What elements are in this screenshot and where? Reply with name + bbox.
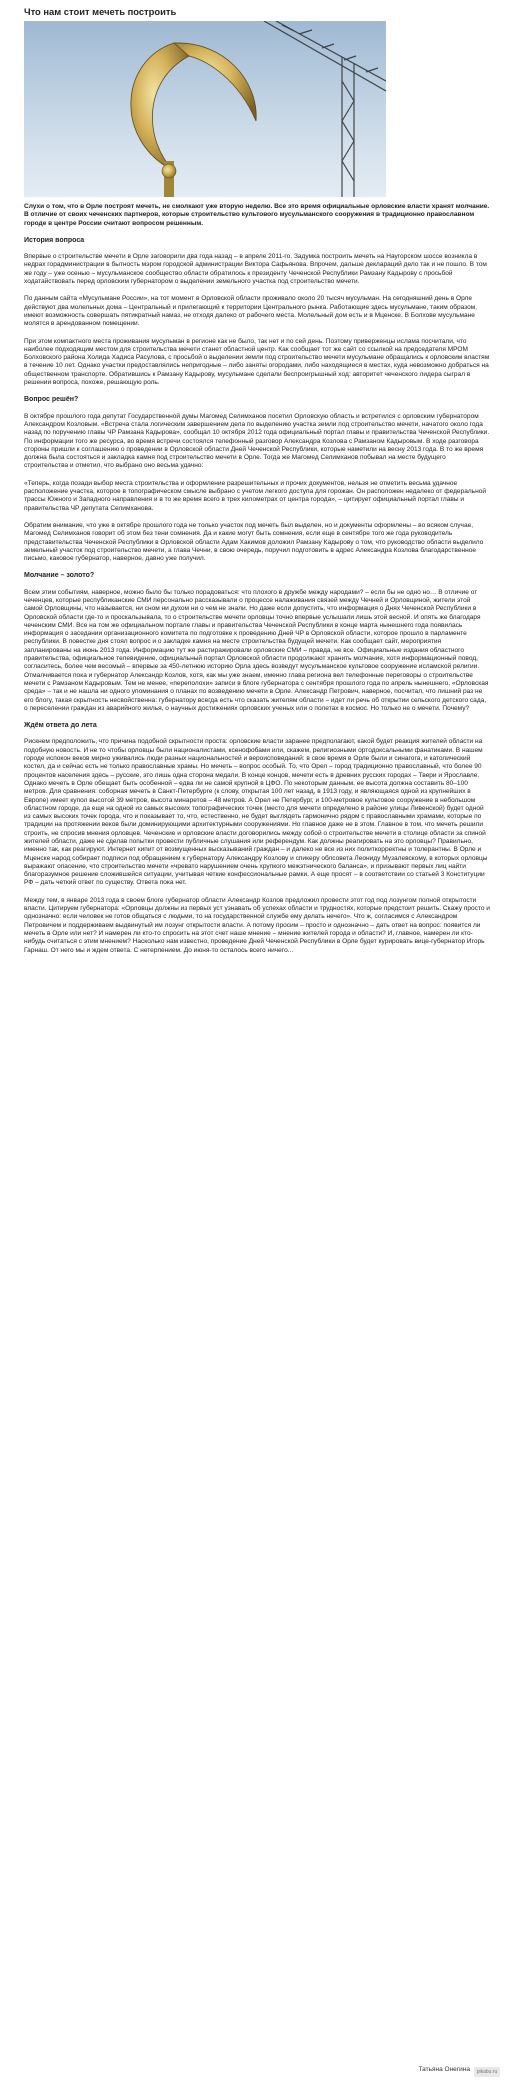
article-title: Что нам стоит мечеть построить <box>24 6 177 17</box>
section-heading: Вопрос решён? <box>24 396 79 404</box>
paragraph: По данным сайта «Мусульмане России», на тот момент в Орловской области проживало около 20 тысяч мусульман. На сегодняшний день в Орле действуют два молельных дома – Центральный и прилегающий к территории Центрального рынка. Работающие здесь мусульмане, таким образом, имеют возможность совершать пятикратный намаз, не отходя далеко от рабочего места. Молельный дом есть и в Мценске. В Болхове мусульмане молятся в арендованном помещении. <box>24 295 478 328</box>
section-heading: Молчание – золото? <box>24 572 95 580</box>
article-body <box>24 203 490 955</box>
article-lead: Слухи о том, что в Орле построят мечеть, не смолкают уже вторую неделю. Все это время официальные орловские власти хранят молчание. В отличие от своих чеченских партнеров, которые строительство культового мусульманского сооружения в традиционно православном городе в центре России считают вопросом решенным. <box>24 203 490 227</box>
quote-paragraph: «Теперь, когда позади выбор места строительства и оформление разрешительных и прочих документов, нельзя не отметить весьма удачное расположение участка, которое в топографическом смысле выбрано с учетом легкого доступа для горожан. Он расположен недалеко от федеральной трассы Южного и Западного направления и в то же время всего в трех километрах от центра города», – цитирует официальный портал главы и правительства ЧР депутата Селимханова. <box>24 479 486 512</box>
paragraph: В октябре прошлого года депутат Государственной думы Магомед Селимханов посетил Орловскую область и встретился с орловским губернатором Александром Козловым. «Встреча стала логическим завершением дела по выделению участка земли под строительство мечети, начатого около года назад по поручению главы ЧР Рамзана Кадырова», сообщал 10 октября 2012 года официальный портал главы и правительства Чеченской Республики. По информации того же ресурса, во время встречи состоялся телефонный разговор Александра Козлова с Рамзаном Кадыровым. В ходе разговора стороны пришли к соглашению о проведении в Орловской области Дней Чеченской Республики, которые наметили на весну 2013 года. В то же время должна была состояться и закладка камня под строительство мечети в Орле. Тогда же Магомед Селимханов побывал на месте будущего строительства и отметил, что выбрано оно весьма удачно: <box>24 412 490 470</box>
mosque-crescent-illustration <box>24 21 386 197</box>
paragraph: Рискнем предположить, что причина подобной скрытности проста: орловские власти заранее предполагают, какой будет реакция жителей области на подобную новость. И не то чтобы орловцы были националистами, ксенофобами или, скажем, религиозными ортодоксальными фанатиками. В нашем городе испокон веков мирно уживались люди разных национальностей и вероисповеданий: в свое время в Орле были и синагога, и католический костел, да и сейчас есть не только православные храмы. Но мечеть – вопрос особый. То, что Орел – город традиционно православный, что более 90 процентов населения здесь – русские, это лишь одна сторона медали. В конце концов, мечети есть в древних русских городах – Твери и Ярославле. Однако мечеть в Орле обещает быть особенной – едва ли не самой крупной в ЦФО. По некоторым данным, ее высота должна составить 80–100 метров. Для сравнения: соборная мечеть в Санкт-Петербурге (к слову, открытая 100 лет назад, в 1913 году, и являющаяся одной из крупнейших в Европе) имеет купол высотой 39 метров, высота минаретов – 48 метров. А Орел не Петербург, и 100-метровое культовое сооружение в небольшом областном городе, да еще на одной из самых высоких топографических точек (место для мечети определено в районе улицы Ливенской) будет одной из самых высоких точек города, что и показывает то, что, естественно, не будет выглядеть гармонично рядом с православными храмами, которые по традиции на протяжении веков были доминирующими архитектурными сооружениями. Но главное даже не в этом. Главное в том, что мечеть решили строить, не спросив мнения орловцев. Чеченские и орловские власти договорились между собой о строительстве мечети в столице области за спиной жителей области, даже не сделав попытки провести публичные слушания или референдум. Как должны реагировать на это орловцы? Правильно, именно так, как реагируют. Интернет кипит от возмущенных высказываний граждан – и далеко не все из них политкорректны и толерантны. В Орле и Мценске народ собирает подписи под обращением к губернатору Александру Козлову и спикеру облсовета Леониду Музалевскому, в которых орловцы выражают опасение, что строительство мечети «чревато нарушением очень хрупкого межэтнического баланса», и призывают первых лиц найти благоразумное решение сложившейся ситуации, учитывая четкие конфессиональные рамки. А еще просят – в соответствии со статьей 3 Конституции РФ – дать четкий ответ по существу. Ответа пока нет. <box>24 738 488 887</box>
paragraph: При этом компактного места проживания мусульман в регионе как не было, так нет и по сей день. Поэтому приверженцы ислама посчитали, что наиболее подходящим местом для строительства мечети станет областной центр. Как сообщает тот же сайт со ссылкой на председателя МРОМ Болховского района Холида Хадиса Расулова, с просьбой о выделении земли под строительство мечети мусульмане обращались к орловским властям в течение 10 лет. Однако участки предоставлялись непригодные – либо заняты огородами, либо находящиеся в местах, куда невозможно добраться на общественном транспорте. Обратившись к Рамзану Кадырову, мусульмане сделали беспроигрышный ход: авторитет чеченского лидера сыграл в решении вопроса, похоже, решающую роль. <box>24 337 490 387</box>
section-heading: История вопроса <box>24 236 85 244</box>
watermark: pikabu.ru <box>474 2067 500 2077</box>
paragraph: Впервые о строительстве мечети в Орле заговорили два года назад – в апреле 2011-го. Задумка построить мечеть на Наугорском шоссе возникла в недрах горадминистрации в бытность мэром городской администрации Виктора Сафьянова. Впрочем, дальше деклараций дело так и не пошло. В том же году – уже осенью – мусульманское сообщество области обратилось к президенту Чеченской Республики Рамзану Кадырову с просьбой ходатайствовать перед орловским губернатором о выделении земельного участка под строительство мечети. <box>24 253 487 286</box>
section-heading: Ждём ответа до лета <box>24 722 97 730</box>
paragraph: Всем этим событиям, наверное, можно было бы только порадоваться: что плохого в дружбе между народами? – если бы не одно но… В отличие от чеченцев, которые республиканские СМИ персонально рассказывали о процессе налаживания связей между Чечней и Орловщиной, жители этой самой Орловщины, что называется, ни сном ни духом ни о чем не знали. Но даже если допустить, что информация о Днях Чеченской Республики в Орловской области где-то и проскальзывала, то о строительстве мечети орловцы точно впервые услышали лишь этой весной. И опять же благодаря чеченским СМИ. Все на том же официальном портале главы и правительства Чеченской Республики в конце марта нынешнего года появилась информация о заседании организационного комитета по подготовке к проведению Дней ЧР в Орловской области, которое прошло в парламенте республики. В повестке дня стоял вопрос и о закладке камня на месте строительства будущей мечети. Как сообщает сайт, мероприятия запланированы на июнь 2013 года. Информацию тут же растиражировали орловские СМИ – правда, не все. Официальные издания областного правительства, официальное телевидение, официальный портал Орловской области продолжают хранить молчание, хотя информационный повод, согласитесь, более чем весомый – впервые за 450-летнюю историю Орла здесь возведут мусульманское культовое сооружение исламской религии. Отмалчивается пока и губернатор Александр Козлов, хотя, как мы уже знаем, именно глава региона вел телефонные переговоры о строительстве мечети с Рамзаном Кадыровым. Тем не менее, «переполохи» записи в блоге губернатора с сентября прошлого года по апрель нынешнего, «Орловская среда» – так и не нашла ни одного упоминания о планах по возведению мечети в Орле. Александр Петрович, наверное, посчитал, что лишний раз не его блогу, такая скрытность несвойственна: губернатору всегда есть что сказать жителям области – идет ли речь об открытии сельского детского сада, о переселении граждан из аварийного жилья, о научных достижениях орловских ученых или о полетах в космос. Но только не о мечети. Почему? <box>24 588 489 712</box>
hero-image <box>24 21 386 197</box>
paragraph: Обратим внимание, что уже в октябре прошлого года не только участок под мечеть был выделен, но и документы оформлены – во всяком случае, Магомед Селимханов говорит об этом без тени сомнения. Да и какие могут быть сомнения, если еще в сентябре того же года руководитель представительства Чеченской Республики в Орловской области Адам Хакимов доложил Рамзану Кадырову о том, что руководство области выделило земельный участок под строительство мечети, а глава Чечни, в свою очередь, поручил подготовить в адрес Александра Козлова благодарственное письмо, каковое губернатор, наверное, давно уже получил. <box>24 521 484 563</box>
author-signature: Татьяна Онегина <box>418 2066 470 2073</box>
paragraph: Между тем, в январе 2013 года в своем блоге губернатор области Александр Козлов предложил провести этот год под лозунгом полной открытости власти. Цитируем губернатора: «Орловцы должны из первых уст узнавать об успехах области и трудностях, которые предстоит решить. Скажу просто и однозначно: если человек не готов общаться с людьми, то на государственной службе ему делать нечего». Что ж, согласимся с Александром Петровичем и поддерживаем выдвинутый им лозунг открытости власти. А потому просим – просто и однозначно – дать ответ на вопрос: появится ли мечеть в Орле или нет? И намерен ли кто-то спросить на этот счет наше мнение – мнение жителей города и области? И, главное, намерен ли кто-нибудь считаться с этим мнением? Насколько нам известно, проведение Дней Чеченской Республики в Орле будет курировать вице-губернатор Игорь Гарнаш. От него мы и ждем ответа. С нетерпением. До июня-то осталось всего ничего... <box>24 896 490 954</box>
